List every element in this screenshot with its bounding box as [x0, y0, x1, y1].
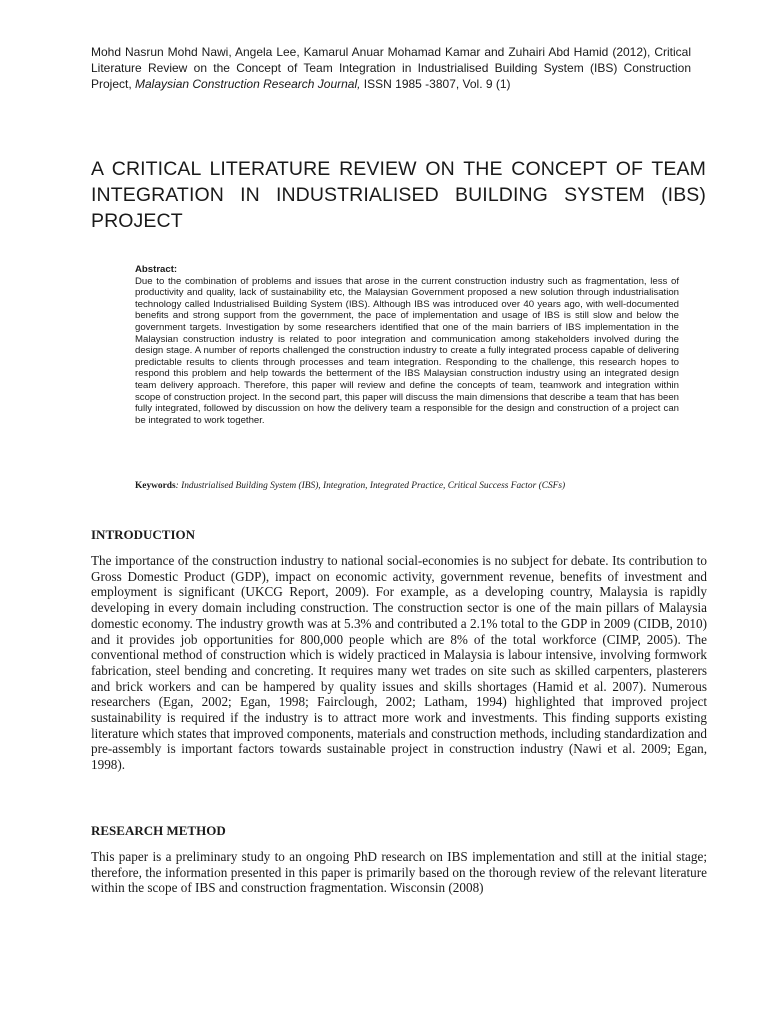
research-method-heading: RESEARCH METHOD [91, 823, 226, 838]
citation [91, 44, 691, 92]
research-method-paragraph: This paper is a preliminary study to an ongoing PhD research on IBS implementation and still at the initial stage; therefore, the information presented in this paper is primarily based on the thorough review of the relevant literature within the scope of IBS and construction fragmentation. Wisconsin (2008) [91, 849, 707, 896]
citation-issn: ISSN 1985 -3807, Vol. 9 (1) [360, 77, 511, 91]
keywords [135, 480, 695, 492]
abstract-text: Due to the combination of problems and issues that arose in the current construction industry such as fragmentation, less of productivity and quality, lack of sustainability etc, the Malaysian Government proposed a new solution through industrialisation technology called Industrialised Building System (IBS). Although IBS was introduced over 40 years ago, with well-documented benefits and strong support from the government, the pace of implementation and usage of IBS is still slow and below the government targets. Investigation by some researchers identified that one of the main barriers of IBS implementation in the Malaysian construction industry is related to poor integration and communication among stakeholders involved during the design stage. A number of reports challenged the construction industry to create a fully integrated process capable of delivering predictable results to clients through processes and team integration. Responding to the challenge, this research hopes to respond this problem and help towards the betterment of the IBS Malaysian construction industry using an integrated design team delivery approach. Therefore, this paper will review and define the concepts of team, teamwork and integration within scope of construction project. In the second part, this paper will discuss the main dimensions that describe a team that has been fully integrated, followed by discussion on how the delivery team a responsible for the design and construction of a project can be integrated to work together. [135, 275, 679, 426]
introduction-paragraph: The importance of the construction industry to national social-economies is no subject for debate. Its contribution to Gross Domestic Product (GDP), impact on economic activity, government revenue, benefits of investment and employment is significant (UKCG Report, 2009). For example, as a developing country, Malaysia is rapidly developing in every domain including construction. The construction sector is one of the main pillars of Malaysia domestic economy. The industry growth was at 5.3% and contributed a 2.1% total to the GDP in 2009 (CIDB, 2010) and it provides job opportunities for 800,000 people which are 8% of the total workforce (CIMP, 2005). The conventional method of construction which is widely practiced in Malaysia is labour intensive, involving formwork fabrication, steel bending and concreting. It requires many wet trades on site such as skilled carpenters, plasterers and brick workers and can be hampered by quality issues and skills shortages (Hamid et al. 2007). Numerous researchers (Egan, 2002; Egan, 1998; Fairclough, 2002; Latham, 1994) highlighted that improved project sustainability is required if the industry is to attract more work and investments. This finding supports existing literature which states that improved components, materials and construction methods, including standardization and pre-assembly is important factors towards sustainable project in construction industry (Nawi et al. 2009; Egan, 1998). [91, 553, 707, 773]
abstract-label: Abstract: [135, 264, 178, 275]
keywords-text: : Industrialised Building System (IBS), Integration, Integrated Practice, Critical Success Factor (CSFs) [175, 481, 566, 491]
abstract-section [135, 264, 679, 426]
citation-text: Mohd Nasrun Mohd Nawi, Angela Lee, Kamarul Anuar Mohamad Kamar and Zuhairi Abd Hamid (2012), Critical Literature Review on the Concept of Team Integration in Industrialised Building System (IBS) Construction Project, [91, 45, 691, 91]
paper-title: A CRITICAL LITERATURE REVIEW ON THE CONCEPT OF TEAM INTEGRATION IN INDUSTRIALISED BUILDING SYSTEM (IBS) PROJECT [91, 158, 706, 232]
introduction-heading: INTRODUCTION [91, 527, 196, 542]
keywords-label: Keywords [135, 481, 176, 491]
journal-name: Malaysian Construction Research Journal, [135, 77, 361, 91]
